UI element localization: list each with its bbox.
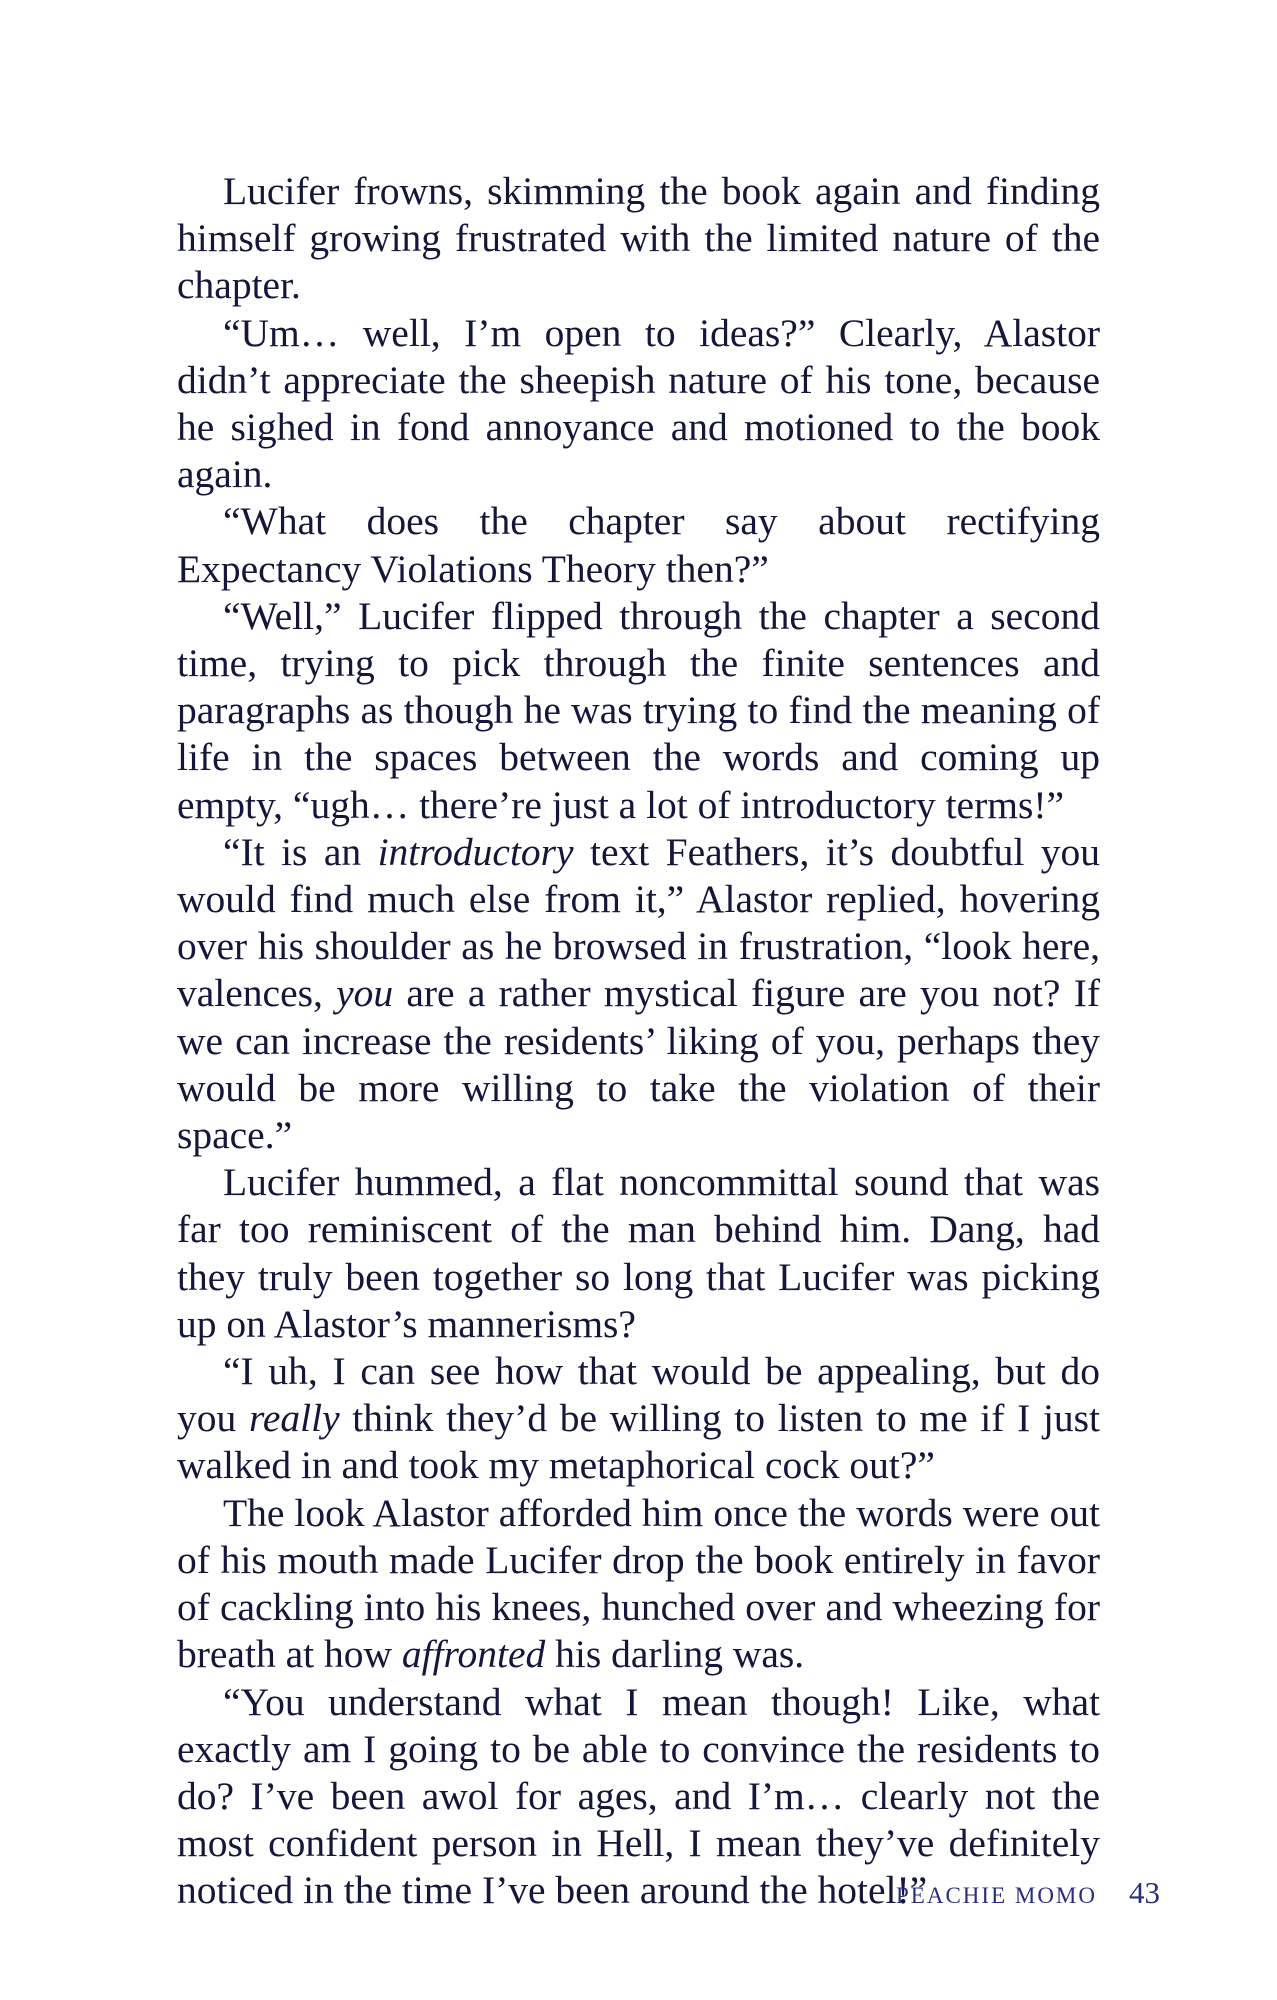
text-run: think they’d be willing to listen to me if I just walked in and took my metaphorical cock out?”	[177, 1396, 1101, 1488]
paragraph	[177, 168, 1100, 310]
italic-text-run: you	[336, 971, 394, 1016]
italic-text-run: affronted	[401, 1632, 546, 1677]
paragraph	[177, 593, 1100, 829]
paragraph	[177, 1348, 1100, 1490]
page-body	[177, 168, 1100, 1915]
italic-text-run: really	[248, 1396, 340, 1441]
text-run: his darling was.	[545, 1632, 805, 1677]
text-run: The look Alastor afforded him once the words were out of his mouth made Lucifer drop the book entirely in favor of cackling into his knees, hunched over and wheezing for breath at how	[177, 1490, 1100, 1677]
paragraph	[177, 310, 1100, 499]
paragraph	[177, 829, 1100, 1159]
italic-text-run: introductory	[377, 829, 574, 874]
paragraph	[177, 1159, 1100, 1348]
text-run: text Feathers, it’s doubtful you would find much else from it,” Alastor replied, hovering over his shoulder as he browsed in frustration, “look here, valences,	[177, 829, 1100, 1016]
text-run: “Um… well, I’m open to ideas?” Clearly, Alastor didn’t appreciate the sheepish nature of his tone, because he sighed in fond annoyance and motioned to the book again.	[177, 310, 1100, 497]
text-run: Lucifer hummed, a flat noncommittal sound that was far too reminiscent of the man behind him. Dang, had they truly been together so long that Lucifer was picking up on Alastor’s mannerisms?	[177, 1160, 1100, 1346]
paragraph	[177, 498, 1100, 592]
text-run: “Well,” Lucifer flipped through the chapter a second time, trying to pick through the finite sentences and paragraphs as though he was trying to find the meaning of life in the spaces between the words and coming up empty, “ugh… there’re just a lot of introductory terms!”	[177, 593, 1100, 827]
page-number: 43	[1129, 1875, 1160, 1910]
text-run: are a rather mystical figure are you not? If we can increase the residents’ liking of you, perhaps they would be more willing to take the violation of their space.”	[177, 971, 1100, 1158]
text-run: “I uh, I can see how that would be appealing, but do you	[177, 1349, 1100, 1441]
running-head-author: PEACHIE MOMO	[896, 1883, 1097, 1908]
text-run: “What does the chapter say about rectifying Expectancy Violations Theory then?”	[177, 499, 1100, 591]
text-run: Lucifer frowns, skimming the book again and finding himself growing frustrated with the limited nature of the chapter.	[177, 169, 1100, 308]
text-run: “It is an	[223, 829, 378, 874]
text-run: “You understand what I mean though! Like, what exactly am I going to be able to convince the residents to do? I’ve been awol for ages, and I’m… clearly not the most confident person in Hell, I mean they’ve definitely noticed in the time I’ve been around the hotel!”	[177, 1679, 1100, 1913]
page-footer	[896, 1875, 1160, 1911]
paragraph	[177, 1490, 1100, 1679]
